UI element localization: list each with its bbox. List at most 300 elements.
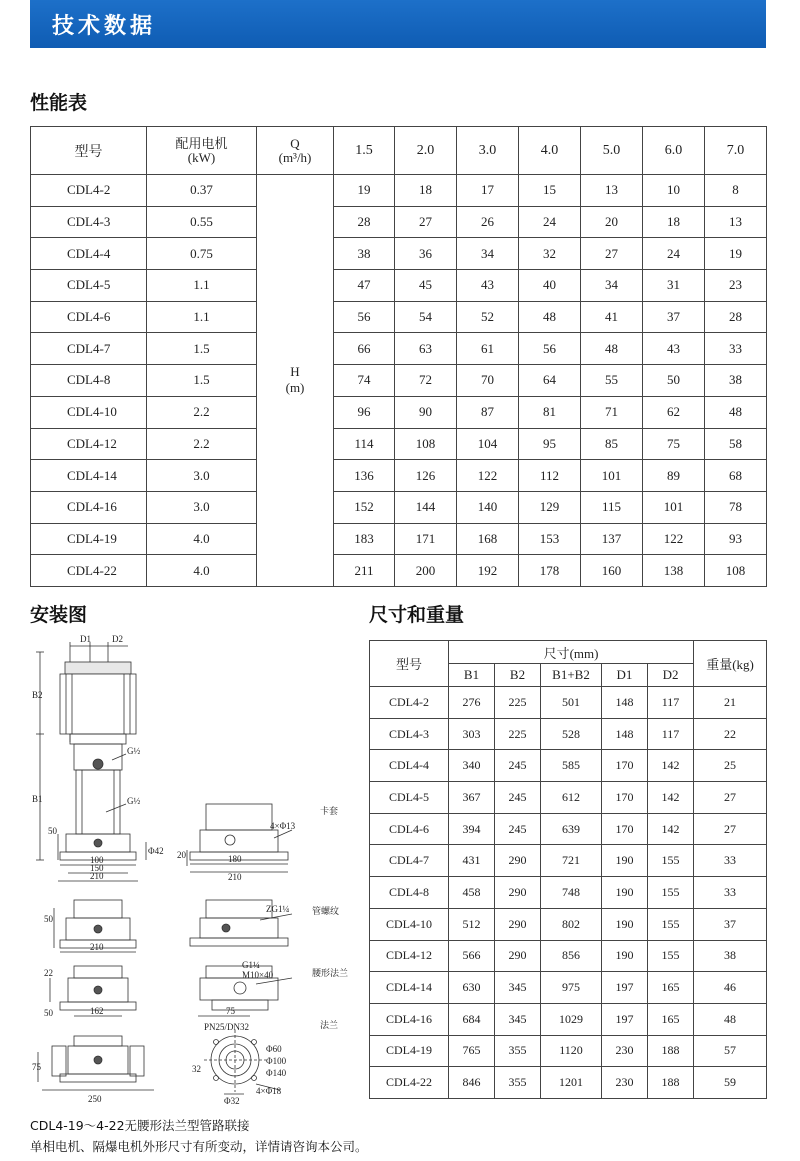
row-head-value: 38 xyxy=(334,238,395,270)
row-head-value: 17 xyxy=(457,175,519,207)
header-flow: 5.0 xyxy=(581,127,643,175)
dim-row-weight: 48 xyxy=(694,1003,767,1035)
table-row xyxy=(370,1003,767,1035)
dim-row-value: 190 xyxy=(602,908,648,940)
row-head-value: 122 xyxy=(457,460,519,492)
dim-header-col: B1 xyxy=(449,664,495,687)
dim-row-value: 188 xyxy=(648,1035,694,1067)
dim-row-value: 846 xyxy=(449,1067,495,1099)
table-row xyxy=(31,301,767,333)
row-head-value: 50 xyxy=(643,365,705,397)
dim-row-value: 303 xyxy=(449,718,495,750)
table-row xyxy=(31,396,767,428)
row-head-value: 160 xyxy=(581,555,643,587)
dim-row-value: 190 xyxy=(602,877,648,909)
dim-row-value: 1201 xyxy=(541,1067,602,1099)
header-motor-label: 配用电机 xyxy=(175,135,228,151)
table-row xyxy=(31,365,767,397)
table-row xyxy=(31,270,767,302)
row-head-value: 41 xyxy=(581,301,643,333)
row-head-value: 138 xyxy=(643,555,705,587)
dim-row-value: 1029 xyxy=(541,1003,602,1035)
dim-row-value: 684 xyxy=(449,1003,495,1035)
head-h-cell xyxy=(257,175,334,587)
row-head-value: 37 xyxy=(643,301,705,333)
row-model: CDL4-7 xyxy=(31,333,147,365)
header-q-unit: (m³/h) xyxy=(278,149,312,165)
label-150: 150 xyxy=(90,863,104,873)
row-head-value: 43 xyxy=(643,333,705,365)
performance-table xyxy=(30,126,767,587)
dim-row-value: 225 xyxy=(495,718,541,750)
dim-row-weight: 37 xyxy=(694,908,767,940)
dim-row-weight: 33 xyxy=(694,845,767,877)
label-d2: D2 xyxy=(112,634,123,644)
label-phi42: Φ42 xyxy=(148,846,164,856)
table-row xyxy=(31,555,767,587)
row-head-value: 13 xyxy=(581,175,643,207)
row-head-value: 8 xyxy=(705,175,767,207)
label-conn-3: 腰形法兰 xyxy=(312,968,349,978)
label-bolt18: 4×Φ18 xyxy=(256,1086,282,1096)
dim-row-model: CDL4-3 xyxy=(370,718,449,750)
dim-row-weight: 21 xyxy=(694,687,767,719)
table-row xyxy=(370,1067,767,1099)
row-head-value: 108 xyxy=(705,555,767,587)
row-head-value: 26 xyxy=(457,206,519,238)
dim-header-col: D2 xyxy=(648,664,694,687)
dimensions-table xyxy=(369,640,767,1099)
dim-row-value: 155 xyxy=(648,908,694,940)
label-conn-4: 法兰 xyxy=(320,1020,339,1030)
row-head-value: 19 xyxy=(705,238,767,270)
row-head-value: 72 xyxy=(395,365,457,397)
row-kw: 1.5 xyxy=(147,333,257,365)
row-head-value: 27 xyxy=(395,206,457,238)
dim-row-model: CDL4-16 xyxy=(370,1003,449,1035)
dim-row-model: CDL4-10 xyxy=(370,908,449,940)
row-head-value: 75 xyxy=(643,428,705,460)
row-head-value: 63 xyxy=(395,333,457,365)
performance-body xyxy=(31,175,767,587)
dim-row-model: CDL4-5 xyxy=(370,782,449,814)
row-head-value: 115 xyxy=(581,491,643,523)
dim-row-value: 290 xyxy=(495,940,541,972)
row-kw: 0.55 xyxy=(147,206,257,238)
dim-row-value: 290 xyxy=(495,845,541,877)
row-head-value: 85 xyxy=(581,428,643,460)
row-head-value: 95 xyxy=(519,428,581,460)
table-row xyxy=(370,972,767,1004)
dim-row-value: 155 xyxy=(648,940,694,972)
table-row xyxy=(370,845,767,877)
row-head-value: 38 xyxy=(705,365,767,397)
dim-row-model: CDL4-14 xyxy=(370,972,449,1004)
dim-row-value: 170 xyxy=(602,750,648,782)
label-50c: 50 xyxy=(44,1008,53,1018)
label-250: 250 xyxy=(88,1094,102,1104)
label-zg: ZG1¼ xyxy=(266,904,290,914)
table-row xyxy=(31,491,767,523)
dim-row-weight: 59 xyxy=(694,1067,767,1099)
row-head-value: 200 xyxy=(395,555,457,587)
row-kw: 2.2 xyxy=(147,428,257,460)
row-kw: 1.1 xyxy=(147,270,257,302)
row-head-value: 89 xyxy=(643,460,705,492)
dim-row-value: 431 xyxy=(449,845,495,877)
row-head-value: 90 xyxy=(395,396,457,428)
row-head-value: 78 xyxy=(705,491,767,523)
table-row xyxy=(370,750,767,782)
label-50a: 50 xyxy=(48,826,57,836)
row-model: CDL4-3 xyxy=(31,206,147,238)
table-row xyxy=(31,460,767,492)
row-head-value: 61 xyxy=(457,333,519,365)
header-flow: 6.0 xyxy=(643,127,705,175)
row-model: CDL4-19 xyxy=(31,523,147,555)
row-head-value: 20 xyxy=(581,206,643,238)
row-head-value: 136 xyxy=(334,460,395,492)
row-head-value: 96 xyxy=(334,396,395,428)
row-kw: 4.0 xyxy=(147,523,257,555)
dim-row-value: 170 xyxy=(602,813,648,845)
row-head-value: 45 xyxy=(395,270,457,302)
row-head-value: 153 xyxy=(519,523,581,555)
label-conn-1: 卡套 xyxy=(320,806,339,816)
header-q xyxy=(257,127,334,175)
row-head-value: 52 xyxy=(457,301,519,333)
row-head-value: 24 xyxy=(519,206,581,238)
dim-row-value: 856 xyxy=(541,940,602,972)
row-head-value: 56 xyxy=(519,333,581,365)
row-kw: 1.5 xyxy=(147,365,257,397)
performance-header-row xyxy=(31,127,767,175)
dim-row-value: 170 xyxy=(602,782,648,814)
label-g12a: G½ xyxy=(127,746,141,756)
table-row xyxy=(31,428,767,460)
dim-row-value: 290 xyxy=(495,908,541,940)
row-head-value: 31 xyxy=(643,270,705,302)
dim-row-value: 245 xyxy=(495,782,541,814)
dim-header-col: B2 xyxy=(495,664,541,687)
row-head-value: 93 xyxy=(705,523,767,555)
dim-row-value: 190 xyxy=(602,845,648,877)
dim-row-value: 612 xyxy=(541,782,602,814)
dim-row-value: 721 xyxy=(541,845,602,877)
row-head-value: 140 xyxy=(457,491,519,523)
label-210a: 210 xyxy=(90,871,104,881)
row-kw: 0.75 xyxy=(147,238,257,270)
dim-row-value: 748 xyxy=(541,877,602,909)
table-row xyxy=(370,782,767,814)
dim-row-model: CDL4-6 xyxy=(370,813,449,845)
row-head-value: 87 xyxy=(457,396,519,428)
row-model: CDL4-2 xyxy=(31,175,147,207)
row-head-value: 74 xyxy=(334,365,395,397)
header-flow: 7.0 xyxy=(705,127,767,175)
dim-row-weight: 33 xyxy=(694,877,767,909)
label-180: 180 xyxy=(228,854,242,864)
row-head-value: 192 xyxy=(457,555,519,587)
table-row xyxy=(370,813,767,845)
dim-row-value: 975 xyxy=(541,972,602,1004)
label-b1: B1 xyxy=(32,794,43,804)
dim-row-value: 230 xyxy=(602,1035,648,1067)
row-head-value: 28 xyxy=(705,301,767,333)
row-head-value: 122 xyxy=(643,523,705,555)
head-h-label: H xyxy=(290,364,300,380)
dimensions-header-row xyxy=(370,641,767,664)
dim-row-value: 142 xyxy=(648,750,694,782)
installation-drawing xyxy=(30,632,366,1112)
dim-row-model: CDL4-8 xyxy=(370,877,449,909)
row-head-value: 108 xyxy=(395,428,457,460)
row-head-value: 48 xyxy=(705,396,767,428)
row-head-value: 71 xyxy=(581,396,643,428)
dim-row-value: 290 xyxy=(495,877,541,909)
dim-row-weight: 22 xyxy=(694,718,767,750)
table-row xyxy=(31,175,767,207)
row-model: CDL4-6 xyxy=(31,301,147,333)
row-head-value: 101 xyxy=(581,460,643,492)
dim-row-value: 340 xyxy=(449,750,495,782)
header-flow: 1.5 xyxy=(334,127,395,175)
row-head-value: 70 xyxy=(457,365,519,397)
dim-row-value: 528 xyxy=(541,718,602,750)
header-flow: 4.0 xyxy=(519,127,581,175)
row-head-value: 55 xyxy=(581,365,643,397)
label-22: 22 xyxy=(44,968,53,978)
row-head-value: 171 xyxy=(395,523,457,555)
dim-row-value: 142 xyxy=(648,813,694,845)
dim-row-weight: 46 xyxy=(694,972,767,1004)
row-head-value: 56 xyxy=(334,301,395,333)
dim-row-value: 1120 xyxy=(541,1035,602,1067)
row-head-value: 58 xyxy=(705,428,767,460)
dim-row-value: 165 xyxy=(648,1003,694,1035)
row-model: CDL4-12 xyxy=(31,428,147,460)
row-head-value: 126 xyxy=(395,460,457,492)
flange-views xyxy=(38,1030,280,1094)
dimensions-title: 尺寸和重量 xyxy=(369,604,465,626)
header-banner xyxy=(30,0,766,48)
header-flow: 3.0 xyxy=(457,127,519,175)
dim-row-value: 197 xyxy=(602,1003,648,1035)
label-100: 100 xyxy=(90,855,104,865)
dim-row-value: 148 xyxy=(602,718,648,750)
row-kw: 0.37 xyxy=(147,175,257,207)
dim-row-value: 245 xyxy=(495,750,541,782)
row-head-value: 48 xyxy=(581,333,643,365)
row-kw: 4.0 xyxy=(147,555,257,587)
row-head-value: 64 xyxy=(519,365,581,397)
table-row xyxy=(31,333,767,365)
row-head-value: 114 xyxy=(334,428,395,460)
row-head-value: 24 xyxy=(643,238,705,270)
row-head-value: 137 xyxy=(581,523,643,555)
row-head-value: 81 xyxy=(519,396,581,428)
row-head-value: 168 xyxy=(457,523,519,555)
row-head-value: 101 xyxy=(643,491,705,523)
dim-row-value: 458 xyxy=(449,877,495,909)
dim-row-value: 230 xyxy=(602,1067,648,1099)
row-head-value: 23 xyxy=(705,270,767,302)
header-motor xyxy=(147,127,257,175)
header-flow: 2.0 xyxy=(395,127,457,175)
row-head-value: 144 xyxy=(395,491,457,523)
label-m10: M10×40 xyxy=(242,970,274,980)
label-phi140: Φ140 xyxy=(266,1068,287,1078)
dim-row-value: 585 xyxy=(541,750,602,782)
row-head-value: 183 xyxy=(334,523,395,555)
table-row xyxy=(370,1035,767,1067)
table-row xyxy=(370,940,767,972)
dim-header-model: 型号 xyxy=(370,641,449,687)
pump-front-view xyxy=(36,642,146,881)
label-pn: PN25/DN32 xyxy=(204,1022,250,1032)
dim-row-value: 117 xyxy=(648,687,694,719)
label-g114: G1¼ xyxy=(242,960,260,970)
dim-header-size: 尺寸(mm) xyxy=(449,641,694,664)
dim-row-value: 345 xyxy=(495,1003,541,1035)
label-75b: 75 xyxy=(32,1062,41,1072)
dim-row-value: 765 xyxy=(449,1035,495,1067)
table-row xyxy=(370,908,767,940)
head-h-unit: (m) xyxy=(285,380,305,396)
dim-row-weight: 27 xyxy=(694,782,767,814)
install-title: 安装图 xyxy=(30,604,88,626)
dim-row-value: 165 xyxy=(648,972,694,1004)
dim-row-model: CDL4-7 xyxy=(370,845,449,877)
row-head-value: 43 xyxy=(457,270,519,302)
dim-row-value: 345 xyxy=(495,972,541,1004)
table-row xyxy=(370,877,767,909)
dim-row-model: CDL4-22 xyxy=(370,1067,449,1099)
row-model: CDL4-5 xyxy=(31,270,147,302)
dim-row-value: 148 xyxy=(602,687,648,719)
table-row xyxy=(370,687,767,719)
dim-row-value: 639 xyxy=(541,813,602,845)
header-q-label: Q xyxy=(290,135,300,151)
row-kw: 3.0 xyxy=(147,491,257,523)
dim-row-weight: 38 xyxy=(694,940,767,972)
dim-row-value: 355 xyxy=(495,1067,541,1099)
banner-title: 技术数据 xyxy=(52,14,157,39)
table-row xyxy=(370,718,767,750)
row-head-value: 10 xyxy=(643,175,705,207)
dim-row-value: 512 xyxy=(449,908,495,940)
dim-row-value: 355 xyxy=(495,1035,541,1067)
row-head-value: 13 xyxy=(705,206,767,238)
performance-title: 性能表 xyxy=(30,92,88,114)
dim-row-value: 630 xyxy=(449,972,495,1004)
row-head-value: 27 xyxy=(581,238,643,270)
label-phi60: Φ60 xyxy=(266,1044,282,1054)
label-75a: 75 xyxy=(226,1006,235,1016)
header-model: 型号 xyxy=(31,127,147,175)
row-head-value: 68 xyxy=(705,460,767,492)
table-row xyxy=(31,206,767,238)
row-model: CDL4-16 xyxy=(31,491,147,523)
row-model: CDL4-8 xyxy=(31,365,147,397)
label-50b: 50 xyxy=(44,914,53,924)
row-head-value: 62 xyxy=(643,396,705,428)
row-head-value: 178 xyxy=(519,555,581,587)
dim-row-value: 188 xyxy=(648,1067,694,1099)
row-head-value: 15 xyxy=(519,175,581,207)
label-b2: B2 xyxy=(32,690,43,700)
row-head-value: 34 xyxy=(457,238,519,270)
row-model: CDL4-4 xyxy=(31,238,147,270)
label-conn-2: 管螺纹 xyxy=(312,906,340,916)
dim-row-weight: 25 xyxy=(694,750,767,782)
row-head-value: 18 xyxy=(643,206,705,238)
dim-row-value: 245 xyxy=(495,813,541,845)
row-head-value: 34 xyxy=(581,270,643,302)
dim-row-value: 117 xyxy=(648,718,694,750)
header-motor-unit: (kW) xyxy=(187,149,216,165)
row-head-value: 54 xyxy=(395,301,457,333)
row-model: CDL4-14 xyxy=(31,460,147,492)
dim-row-value: 190 xyxy=(602,940,648,972)
dim-row-value: 142 xyxy=(648,782,694,814)
footnote-2: 单相电机、隔爆电机外形尺寸有所变动，详情请咨询本公司。 xyxy=(30,1139,368,1154)
row-head-value: 47 xyxy=(334,270,395,302)
dim-header-weight: 重量(kg) xyxy=(694,641,767,687)
dim-row-weight: 27 xyxy=(694,813,767,845)
dimensions-body xyxy=(370,687,767,1099)
label-d1: D1 xyxy=(80,634,91,644)
dim-row-model: CDL4-19 xyxy=(370,1035,449,1067)
dim-header-col: B1+B2 xyxy=(541,664,602,687)
row-kw: 3.0 xyxy=(147,460,257,492)
table-row xyxy=(31,523,767,555)
row-head-value: 112 xyxy=(519,460,581,492)
row-kw: 2.2 xyxy=(147,396,257,428)
row-kw: 1.1 xyxy=(147,301,257,333)
row-head-value: 19 xyxy=(334,175,395,207)
dim-row-value: 155 xyxy=(648,845,694,877)
table-row xyxy=(31,238,767,270)
row-head-value: 66 xyxy=(334,333,395,365)
label-32: 32 xyxy=(192,1064,201,1074)
label-phi32: Φ32 xyxy=(224,1096,240,1106)
row-head-value: 129 xyxy=(519,491,581,523)
label-210c: 210 xyxy=(90,942,104,952)
dim-row-value: 802 xyxy=(541,908,602,940)
row-model: CDL4-22 xyxy=(31,555,147,587)
dim-header-col: D1 xyxy=(602,664,648,687)
dim-row-value: 394 xyxy=(449,813,495,845)
label-phi100: Φ100 xyxy=(266,1056,287,1066)
row-head-value: 211 xyxy=(334,555,395,587)
dim-row-value: 367 xyxy=(449,782,495,814)
dim-row-value: 155 xyxy=(648,877,694,909)
label-g12b: G½ xyxy=(127,796,141,806)
dim-row-value: 276 xyxy=(449,687,495,719)
row-head-value: 152 xyxy=(334,491,395,523)
dim-row-model: CDL4-4 xyxy=(370,750,449,782)
footnote-1: CDL4-19～4-22无腰形法兰型管路联接 xyxy=(30,1118,250,1133)
dim-row-model: CDL4-12 xyxy=(370,940,449,972)
row-head-value: 28 xyxy=(334,206,395,238)
row-head-value: 48 xyxy=(519,301,581,333)
label-210b: 210 xyxy=(228,872,242,882)
dim-row-value: 197 xyxy=(602,972,648,1004)
dim-row-value: 566 xyxy=(449,940,495,972)
row-model: CDL4-10 xyxy=(31,396,147,428)
label-162: 162 xyxy=(90,1006,104,1016)
